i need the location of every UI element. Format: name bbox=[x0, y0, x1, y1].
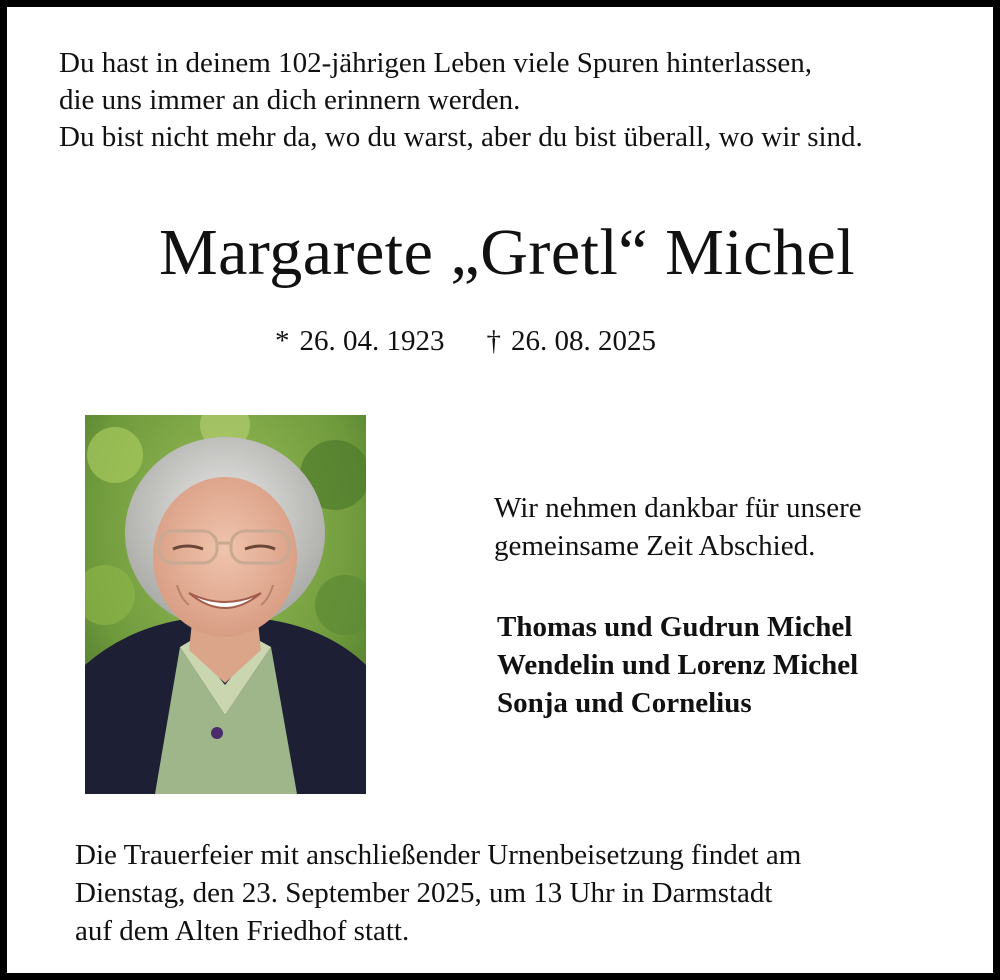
mourner-name: Thomas und Gudrun Michel bbox=[497, 611, 853, 643]
ceremony-line: Dienstag, den 23. September 2025, um 13 Uhr in Darmstadt bbox=[75, 877, 773, 909]
birth-date: 26. 04. 1923 bbox=[299, 325, 445, 357]
verse bbox=[59, 45, 863, 156]
death-cross-icon: † bbox=[486, 325, 501, 357]
verse-line: Du hast in deinem 102-jährigen Leben viele Spuren hinterlassen, bbox=[59, 47, 812, 79]
verse-line: die uns immer an dich erinnern werden. bbox=[59, 84, 521, 116]
thanks-line: Wir nehmen dankbar für unsere bbox=[494, 492, 862, 524]
death-date: 26. 08. 2025 bbox=[511, 325, 656, 357]
mourner-name: Sonja und Cornelius bbox=[497, 687, 752, 719]
mourners-list bbox=[497, 608, 858, 722]
ceremony-line: auf dem Alten Friedhof statt. bbox=[75, 915, 410, 947]
mourner-name: Wendelin und Lorenz Michel bbox=[497, 649, 859, 681]
portrait-illustration bbox=[85, 415, 366, 794]
ceremony-notice bbox=[75, 836, 801, 950]
thanks-text bbox=[494, 489, 862, 565]
verse-line: Du bist nicht mehr da, wo du warst, aber du bist überall, wo wir sind. bbox=[59, 121, 863, 153]
birth-symbol: * bbox=[275, 325, 290, 357]
portrait-photo bbox=[85, 415, 366, 794]
life-dates bbox=[275, 323, 656, 359]
thanks-line: gemeinsame Zeit Abschied. bbox=[494, 530, 816, 562]
deceased-name: Margarete „Gretl“ Michel bbox=[158, 216, 856, 289]
ceremony-line: Die Trauerfeier mit anschließender Urnenbeisetzung findet am bbox=[75, 839, 802, 871]
